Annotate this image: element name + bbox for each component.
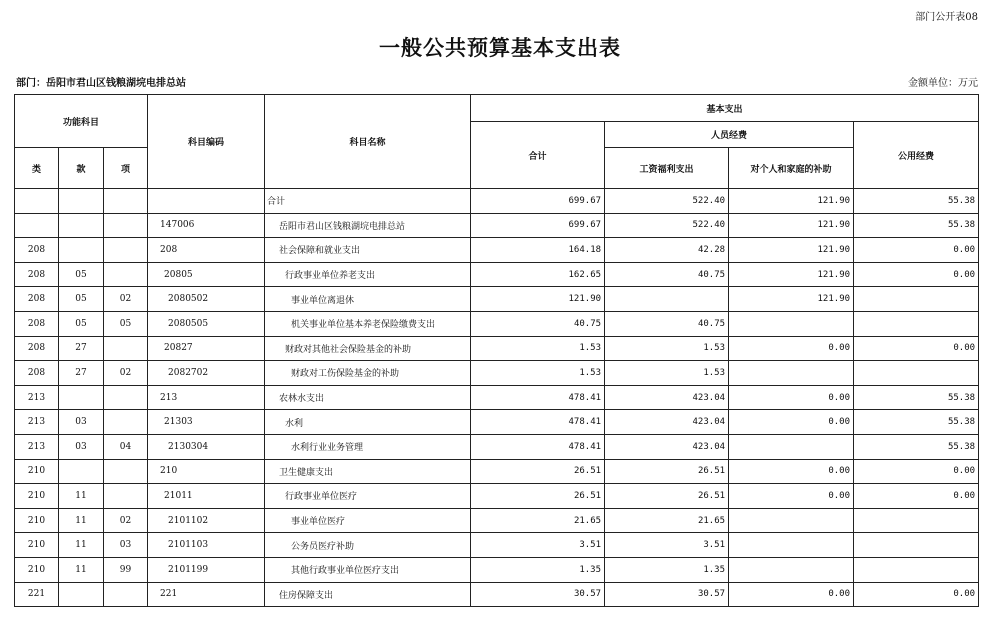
cell-kuan (59, 582, 104, 607)
cell-total: 1.35 (471, 557, 605, 582)
cell-public (854, 533, 979, 558)
cell-name: 卫生健康支出 (265, 459, 471, 484)
cell-subsidy (729, 361, 854, 386)
cell-public: 55.38 (854, 410, 979, 435)
cell-kuan: 27 (59, 361, 104, 386)
cell-subsidy: 121.90 (729, 262, 854, 287)
cell-code: 2080505 (148, 311, 265, 336)
cell-xiang: 99 (104, 557, 148, 582)
cell-xiang (104, 238, 148, 263)
cell-total: 478.41 (471, 410, 605, 435)
cell-public: 55.38 (854, 385, 979, 410)
cell-subsidy: 121.90 (729, 287, 854, 312)
cell-lei: 210 (15, 533, 59, 558)
table-row (15, 238, 979, 263)
cell-subsidy: 121.90 (729, 189, 854, 214)
cell-lei: 210 (15, 508, 59, 533)
cell-total: 1.53 (471, 361, 605, 386)
cell-code: 21011 (148, 484, 265, 509)
table-row (15, 508, 979, 533)
cell-name: 机关事业单位基本养老保险缴费支出 (265, 311, 471, 336)
cell-subsidy: 0.00 (729, 582, 854, 607)
cell-code: 221 (148, 582, 265, 607)
cell-code: 213 (148, 385, 265, 410)
cell-subsidy: 121.90 (729, 238, 854, 263)
header-name: 科目名称 (265, 95, 471, 189)
cell-lei: 213 (15, 410, 59, 435)
cell-code: 147006 (148, 213, 265, 238)
cell-xiang (104, 484, 148, 509)
cell-kuan: 11 (59, 557, 104, 582)
cell-kuan: 05 (59, 287, 104, 312)
cell-subsidy: 0.00 (729, 410, 854, 435)
header-basic: 基本支出 (471, 95, 979, 122)
cell-public: 0.00 (854, 484, 979, 509)
header-public: 公用经费 (854, 122, 979, 189)
cell-name: 其他行政事业单位医疗支出 (265, 557, 471, 582)
cell-subsidy: 0.00 (729, 484, 854, 509)
cell-xiang: 03 (104, 533, 148, 558)
cell-xiang (104, 336, 148, 361)
cell-total: 162.65 (471, 262, 605, 287)
cell-salary: 3.51 (605, 533, 729, 558)
cell-kuan: 03 (59, 410, 104, 435)
cell-public (854, 311, 979, 336)
cell-kuan (59, 459, 104, 484)
table-row (15, 262, 979, 287)
cell-name: 财政对工伤保险基金的补助 (265, 361, 471, 386)
cell-lei (15, 189, 59, 214)
table-row (15, 213, 979, 238)
cell-total: 40.75 (471, 311, 605, 336)
cell-kuan: 27 (59, 336, 104, 361)
cell-name: 行政事业单位养老支出 (265, 262, 471, 287)
cell-subsidy (729, 311, 854, 336)
cell-public: 0.00 (854, 582, 979, 607)
table-row (15, 361, 979, 386)
header-salary: 工资福利支出 (605, 148, 729, 189)
header-xiang: 项 (104, 148, 148, 189)
table-row (15, 557, 979, 582)
cell-code: 21303 (148, 410, 265, 435)
cell-xiang (104, 410, 148, 435)
header-func-subject: 功能科目 (15, 95, 148, 148)
header-lei: 类 (15, 148, 59, 189)
cell-kuan: 11 (59, 508, 104, 533)
cell-name: 公务员医疗补助 (265, 533, 471, 558)
cell-kuan (59, 189, 104, 214)
cell-kuan (59, 385, 104, 410)
cell-kuan: 11 (59, 484, 104, 509)
cell-lei: 210 (15, 557, 59, 582)
table-row (15, 189, 979, 214)
form-number: 部门公开表08 (915, 12, 978, 23)
cell-code: 2130304 (148, 434, 265, 459)
cell-subsidy: 0.00 (729, 336, 854, 361)
cell-code: 20805 (148, 262, 265, 287)
cell-xiang: 02 (104, 287, 148, 312)
cell-subsidy (729, 434, 854, 459)
cell-name: 农林水支出 (265, 385, 471, 410)
cell-total: 1.53 (471, 336, 605, 361)
header-total: 合计 (471, 122, 605, 189)
header-subsidy: 对个人和家庭的补助 (729, 148, 854, 189)
cell-subsidy (729, 508, 854, 533)
cell-salary: 1.35 (605, 557, 729, 582)
cell-xiang: 04 (104, 434, 148, 459)
cell-lei: 210 (15, 459, 59, 484)
cell-salary: 423.04 (605, 434, 729, 459)
cell-xiang: 02 (104, 361, 148, 386)
cell-xiang: 05 (104, 311, 148, 336)
table-row (15, 287, 979, 312)
cell-name: 水利行业业务管理 (265, 434, 471, 459)
cell-code: 2101103 (148, 533, 265, 558)
cell-code: 2101199 (148, 557, 265, 582)
cell-code: 2101102 (148, 508, 265, 533)
cell-name: 岳阳市君山区钱粮湖垸电排总站 (265, 213, 471, 238)
cell-name: 财政对其他社会保险基金的补助 (265, 336, 471, 361)
cell-name: 行政事业单位医疗 (265, 484, 471, 509)
cell-public: 0.00 (854, 262, 979, 287)
cell-total: 478.41 (471, 434, 605, 459)
cell-salary: 21.65 (605, 508, 729, 533)
cell-subsidy: 0.00 (729, 459, 854, 484)
cell-public: 55.38 (854, 189, 979, 214)
table-row (15, 484, 979, 509)
cell-code: 2080502 (148, 287, 265, 312)
table-row (15, 459, 979, 484)
cell-name: 合计 (265, 189, 471, 214)
cell-salary: 522.40 (605, 213, 729, 238)
table-row (15, 434, 979, 459)
cell-lei: 208 (15, 262, 59, 287)
cell-salary: 26.51 (605, 459, 729, 484)
cell-public (854, 287, 979, 312)
header-code: 科目编码 (148, 95, 265, 189)
cell-salary: 42.28 (605, 238, 729, 263)
table-row (15, 533, 979, 558)
cell-subsidy (729, 557, 854, 582)
cell-total: 699.67 (471, 189, 605, 214)
cell-total: 21.65 (471, 508, 605, 533)
cell-total: 30.57 (471, 582, 605, 607)
table-row (15, 410, 979, 435)
cell-code (148, 189, 265, 214)
cell-xiang (104, 213, 148, 238)
cell-lei: 208 (15, 336, 59, 361)
cell-lei: 213 (15, 385, 59, 410)
cell-lei: 210 (15, 484, 59, 509)
cell-lei: 213 (15, 434, 59, 459)
header-personnel: 人员经费 (605, 122, 854, 148)
cell-salary: 26.51 (605, 484, 729, 509)
cell-public: 0.00 (854, 238, 979, 263)
cell-total: 3.51 (471, 533, 605, 558)
cell-name: 社会保障和就业支出 (265, 238, 471, 263)
page-title: 一般公共预算基本支出表 (379, 35, 621, 60)
table-body (15, 189, 979, 607)
department-label: 部门：岳阳市君山区钱粮湖垸电排总站 (16, 78, 186, 89)
cell-salary: 1.53 (605, 336, 729, 361)
cell-salary: 1.53 (605, 361, 729, 386)
cell-total: 164.18 (471, 238, 605, 263)
table-row (15, 336, 979, 361)
cell-name: 住房保障支出 (265, 582, 471, 607)
cell-code: 2082702 (148, 361, 265, 386)
cell-code: 210 (148, 459, 265, 484)
cell-lei: 208 (15, 287, 59, 312)
cell-xiang (104, 262, 148, 287)
cell-lei (15, 213, 59, 238)
cell-subsidy: 0.00 (729, 385, 854, 410)
cell-xiang (104, 459, 148, 484)
cell-salary: 40.75 (605, 311, 729, 336)
cell-public (854, 557, 979, 582)
cell-public: 0.00 (854, 336, 979, 361)
cell-salary: 423.04 (605, 385, 729, 410)
cell-xiang: 02 (104, 508, 148, 533)
cell-lei: 221 (15, 582, 59, 607)
cell-lei: 208 (15, 238, 59, 263)
cell-total: 121.90 (471, 287, 605, 312)
cell-kuan: 05 (59, 311, 104, 336)
cell-kuan (59, 238, 104, 263)
table-row (15, 311, 979, 336)
cell-total: 699.67 (471, 213, 605, 238)
cell-kuan: 05 (59, 262, 104, 287)
cell-code: 208 (148, 238, 265, 263)
cell-code: 20827 (148, 336, 265, 361)
budget-table (14, 94, 979, 607)
table-row (15, 385, 979, 410)
cell-kuan: 11 (59, 533, 104, 558)
cell-public: 0.00 (854, 459, 979, 484)
cell-xiang (104, 385, 148, 410)
header-kuan: 款 (59, 148, 104, 189)
cell-public (854, 508, 979, 533)
cell-name: 水利 (265, 410, 471, 435)
cell-lei: 208 (15, 311, 59, 336)
cell-public: 55.38 (854, 434, 979, 459)
cell-lei: 208 (15, 361, 59, 386)
cell-salary: 30.57 (605, 582, 729, 607)
cell-kuan: 03 (59, 434, 104, 459)
cell-name: 事业单位医疗 (265, 508, 471, 533)
cell-public (854, 361, 979, 386)
cell-salary: 40.75 (605, 262, 729, 287)
cell-total: 478.41 (471, 385, 605, 410)
cell-xiang (104, 582, 148, 607)
cell-subsidy: 121.90 (729, 213, 854, 238)
table-row (15, 582, 979, 607)
cell-total: 26.51 (471, 484, 605, 509)
cell-total: 26.51 (471, 459, 605, 484)
cell-salary: 423.04 (605, 410, 729, 435)
unit-label: 金额单位：万元 (908, 78, 978, 89)
cell-public: 55.38 (854, 213, 979, 238)
cell-salary (605, 287, 729, 312)
cell-name: 事业单位离退休 (265, 287, 471, 312)
cell-salary: 522.40 (605, 189, 729, 214)
cell-xiang (104, 189, 148, 214)
cell-subsidy (729, 533, 854, 558)
cell-kuan (59, 213, 104, 238)
